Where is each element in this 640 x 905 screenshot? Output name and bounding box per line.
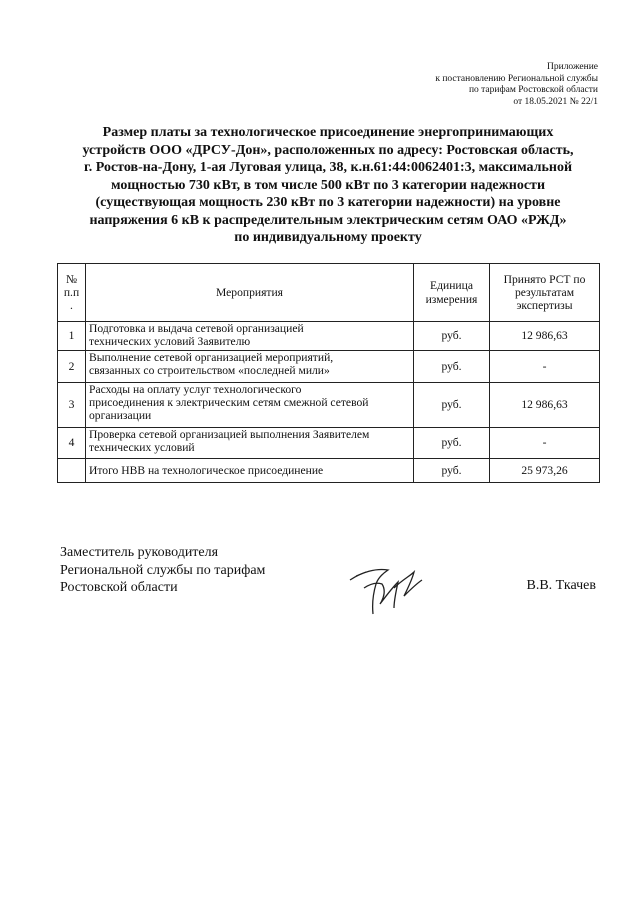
row-unit: руб. — [414, 428, 490, 459]
table-row — [58, 383, 600, 428]
appendix-note — [338, 62, 598, 108]
signatory-position — [60, 544, 265, 597]
row-activity — [86, 428, 414, 459]
row-activity — [86, 322, 414, 351]
row-activity-line: технических условий — [89, 441, 195, 455]
header-unit-line-2: измерения — [425, 292, 478, 306]
row-value: 12 986,63 — [490, 322, 600, 351]
header-number-line-2: п.п — [63, 285, 80, 299]
row-activity-line: организации — [89, 409, 152, 423]
header-number-line-1: № — [65, 272, 78, 286]
table-header-row — [58, 264, 600, 322]
row-activity — [86, 351, 414, 383]
title-line-4: мощностью 730 кВт, в том числе 500 кВт по 3 категории надежности — [110, 177, 546, 193]
title-line-3: г. Ростов-на-Дону, 1-ая Луговая улица, 38, к.н.61:44:0062401:3, максимальной — [83, 160, 573, 175]
title-line-6: напряжения 6 кВ к распределительным электрическим сетям ОАО «РЖД» — [89, 212, 567, 228]
row-activity-line: Выполнение сетевой организацией мероприятий, — [89, 351, 334, 364]
appendix-line-3: по тарифам Ростовской области — [468, 85, 598, 95]
row-number: 1 — [58, 322, 86, 351]
header-accepted — [490, 264, 600, 322]
fee-table — [57, 263, 600, 483]
row-number: 2 — [58, 351, 86, 383]
row-value: 12 986,63 — [490, 383, 600, 428]
header-number — [58, 264, 86, 322]
total-number-empty — [58, 459, 86, 483]
position-line-1: Заместитель руководителя — [60, 545, 219, 560]
row-value: - — [490, 351, 600, 383]
title-line-5: (существующая мощность 230 кВт по 3 категории надежности) на уровне — [95, 195, 561, 210]
position-line-3: Ростовской области — [60, 580, 178, 595]
table-row — [58, 351, 600, 383]
table-row — [58, 428, 600, 459]
header-unit-line-1: Единица — [430, 279, 473, 293]
row-activity — [86, 383, 414, 428]
header-accepted-line-1: Принято РСТ по — [503, 272, 586, 286]
row-unit: руб. — [414, 383, 490, 428]
title-line-7: по индивидуальному проекту — [234, 230, 422, 245]
appendix-line-1: Приложение — [547, 62, 598, 72]
header-number-line-3: . — [70, 299, 73, 313]
total-label: Итого НВВ на технологическое присоединение — [86, 459, 414, 483]
header-unit — [414, 264, 490, 322]
table-row — [58, 322, 600, 351]
row-unit: руб. — [414, 351, 490, 383]
handwritten-signature — [342, 558, 432, 620]
row-value: - — [490, 428, 600, 459]
row-activity-line: связанных со строительством «последней мили» — [89, 364, 330, 378]
row-unit: руб. — [414, 322, 490, 351]
title-line-2: устройств ООО «ДРСУ-Дон», расположенных по адресу: Ростовская область, — [82, 142, 574, 158]
row-activity-line: Проверка сетевой организацией выполнения Заявителем — [89, 428, 370, 441]
row-activity-line: Расходы на оплату услуг технологического — [89, 383, 302, 396]
header-activity: Мероприятия — [86, 264, 414, 322]
table-total-row — [58, 459, 600, 483]
row-activity-line: присоединения к электрическим сетям смежной сетевой — [89, 396, 369, 410]
total-value: 25 973,26 — [490, 459, 600, 483]
position-line-2: Региональной службы по тарифам — [60, 562, 266, 578]
total-unit: руб. — [414, 459, 490, 483]
row-activity-line: Подготовка и выдача сетевой организацией — [89, 322, 304, 335]
header-accepted-line-2: результатам — [514, 285, 575, 299]
header-accepted-line-3: экспертизы — [516, 299, 573, 313]
appendix-line-4: от 18.05.2021 № 22/1 — [513, 96, 598, 107]
title-line-1: Размер платы за технологическое присоединение энергопринимающих — [102, 125, 554, 140]
row-number: 3 — [58, 383, 86, 428]
row-activity-line: технических условий Заявителю — [89, 335, 251, 349]
appendix-line-2: к постановлению Региональной службы — [435, 73, 598, 84]
signatory-name: В.В. Ткачев — [526, 578, 596, 593]
document-title — [58, 124, 598, 247]
row-number: 4 — [58, 428, 86, 459]
